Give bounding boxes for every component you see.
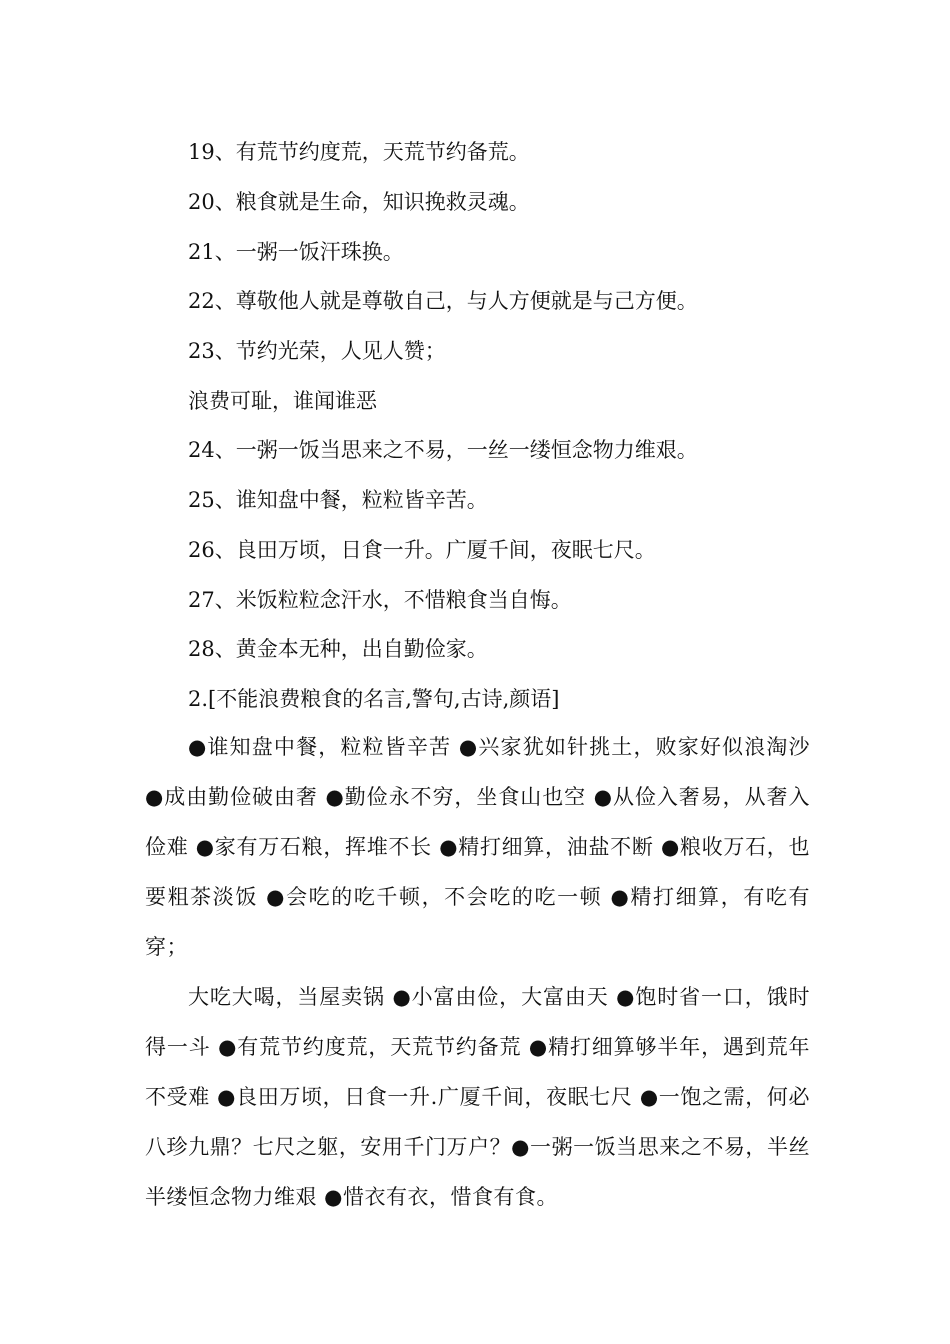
text-line: 28、黄金本无种，出自勤俭家。 — [188, 637, 488, 661]
text-line: 24、一粥一饭当思来之不易，一丝一缕恒念物力维艰。 — [188, 438, 698, 462]
text-line: 27、米饭粒粒念汗水，不惜粮食当自悔。 — [188, 588, 572, 612]
paragraph: ●谁知盘中餐，粒粒皆辛苦 ●兴家犹如针挑土，败家好似浪淘沙 ●成由勤俭破由奢 ●勤俭永不穷，坐食山也空 ●从俭入奢易，从奢入俭难 ●家有万石粮，挥堆不长 ●精打细算，油盐不断 ●粮收万石，也要粗茶淡饭 ●会吃的吃千顿，不会吃的吃一顿 ●精打细算，有吃有穿； — [145, 735, 810, 959]
paragraph: 大吃大喝，当屋卖锅 ●小富由俭，大富由天 ●饱时省一口，饿时得一斗 ●有荒节约度荒，天荒节约备荒 ●精打细算够半年，遇到荒年不受难 ●良田万顷，日食一升.广厦千间，夜眠七尺 ●一饱之需，何必八珍九鼎？七尺之躯，安用千门万户？●一粥一饭当思来之不易，半丝半缕恒念物力维艰 ●惜衣有衣，惜食有食。 — [145, 985, 810, 1209]
text-line: 22、尊敬他人就是尊敬自己，与人方便就是与己方便。 — [188, 289, 698, 313]
text-line: 19、有荒节约度荒，天荒节约备荒。 — [188, 140, 530, 164]
text-line: 23、节约光荣，人见人赞； — [188, 339, 446, 363]
text-line: 21、一粥一饭汗珠换。 — [188, 240, 404, 264]
text-line: 25、谁知盘中餐，粒粒皆辛苦。 — [188, 488, 488, 512]
section-heading: 2.[不能浪费粮食的名言,警句,古诗,颜语] — [188, 687, 560, 711]
text-line: 26、良田万顷，日食一升。广厦千间，夜眠七尺。 — [188, 538, 656, 562]
text-line: 浪费可耻，谁闻谁恶 — [188, 389, 377, 413]
text-line: 20、粮食就是生命，知识挽救灵魂。 — [188, 190, 530, 214]
